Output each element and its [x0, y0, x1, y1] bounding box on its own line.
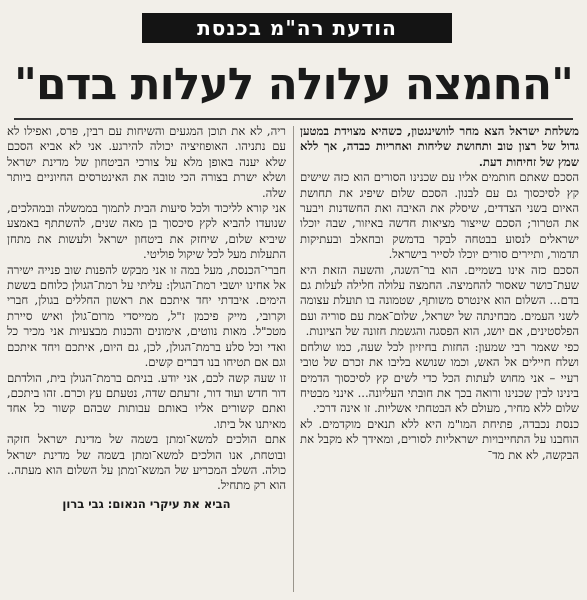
- article-credit: הביא את עיקרי הנאום: גבי ברון: [62, 496, 231, 511]
- article-paragraph: כנסת נכבדה, פתיחת המו"מ היא ללא תנאים מוקדמים. לא הוחבנו על התחייבויות ישראליות לסורים, ומאידך לא מקבל את הבקשה, לא את מד־: [300, 416, 579, 462]
- article-paragraph: חברי־הכנסת, מעל במה זו אני מבקש להפנות שוב פנייה ישירה אל אחינו יושבי רמת־הגולן: עליתי על רמת־הגולן כלוחם בששת הימים. איבדתי יחד איתכם את ראשון החללים בגולן, חברי וקרובי, מייק פיכמן ז"ל, ממייסדי מרום־גולן ואיש סיירת מטכ"ל. מאות נווטים, אימונים והכנות מבצעיות אני מכיר כל ואדי וכל סלע ברמת־הגולן, לכן, גם היום, איתכם ויחד איתכם וגם אם תטיחו בנו דברים קשים.: [7, 262, 286, 370]
- article-paragraph: ריה, לא את תוכן המגעים והשיחות עם רבין, פרס, ואפילו לא עם נתניהו. האופוזיציה יכולה להירגע. אני לא אביא הסכם שלא יענה באופן מלא על צורכי הביטחון של מדינת ישראל ושלא ישרת בצורה הכי טובה את האינטרסים החיוניים ביותר שלה.: [7, 124, 286, 200]
- article-paragraph: זו שעה קשה לכם, אני יודע. בניתם ברמת־הגולן בית, הולדתם דור חדש ועוד דור, זרעתם שדה, נטעתם עץ וכרם. זהו ביתכם, ואתם קשורים אליו באותם עבותות שבהם קשור כל אחד מאיתנו אל ביתו.: [7, 370, 286, 431]
- article-paragraph: הסכם שאתם חותמים אליו עם שכנינו הסורים הוא כזה שישים קץ לסיכסוך גם עם לבנון. הסכם שלום שיפיג את תחושת האיום בשני הצדדים, שיסלק את האיבה ואת החשדנות ויבער את הטרור; הסכם שייצור מציאות חדשה באיזור, שבה יוכלו ישראלים לנסוע בבטחה לבקר בדמשק ובחאלב ובעתיקות תדמור, ותיירים סורים יוכלו לסייר בישראל.: [300, 170, 579, 262]
- article-lede: משלחת ישראל הצא מחר לוושינגטון, כשהיא מצוידת במטען גדול של רצון טוב ותחושת שליחות ואחריות כבדה, אך ללא שמץ של זחיחות דעת.: [300, 124, 579, 169]
- article-paragraph: כפי שאמר רבי שמעון: החזות בחיזיון לכל שעה, כמו שולחם ושלח חיילים אל האש, וכמו שנושא בליבו את זכרם של טובי רעיי – אני מחוש לעתות הכל כדי לשים קץ לסיכסוך הדמים בינינו לבין שכנינו ורואה בכך את חובתי העליונה... אינני מבטיח שלום ללא מחיר, מעולם לא הבטחתי אשליות. זו אינה דרכי.: [300, 339, 579, 416]
- headline-rule: [14, 118, 573, 120]
- headline: "החמצה עלולה לעלות בדם": [14, 59, 573, 110]
- article-paragraph: הסכם כזה אינו בשמיים. הוא בר־השגה, והשעה הזאת היא שעת־כושר שאסור להחמיצה. החמצה עלולה חלילה לעלות גם בדם... השלום הוא אינטרס משותף, שטמונה בו תועלת עצומה לשני העמים. מבחינתה של ישראל, שלום־אמת עם סוריה ועם הפלסטינים, אם יושג, הוא הפסגה והגשמת חזונה של הציונות.: [300, 262, 579, 339]
- article-paragraph: אתם הולכים למשא־ומתן בשמה של מדינת ישראל חזקה ובוטחת, אנו הולכים למשא־ומתן בשמה של מדינת ישראל כולה. השלב המכריע של המשא־ומתן על השלום הוא מעתה.. הוא רק מתחיל.: [7, 432, 286, 493]
- article-column-left: [7, 124, 286, 596]
- section-kicker: הודעת רה"מ בכנסת: [142, 13, 452, 43]
- column-divider: [293, 126, 294, 592]
- article-paragraph: אני קורא לליכוד ולכל סיעות הבית לתמוך בממשלה ובמהלכים, שנועדו להביא לקץ סיכסוך בן מאה שנים, להשתתף באמצע שיביא שלום, שיחזק את ביטחון ישראל ולעשות את מתחן התעלות מעל לכל שיקול פוליטי.: [7, 201, 286, 262]
- article-column-right: [300, 124, 579, 596]
